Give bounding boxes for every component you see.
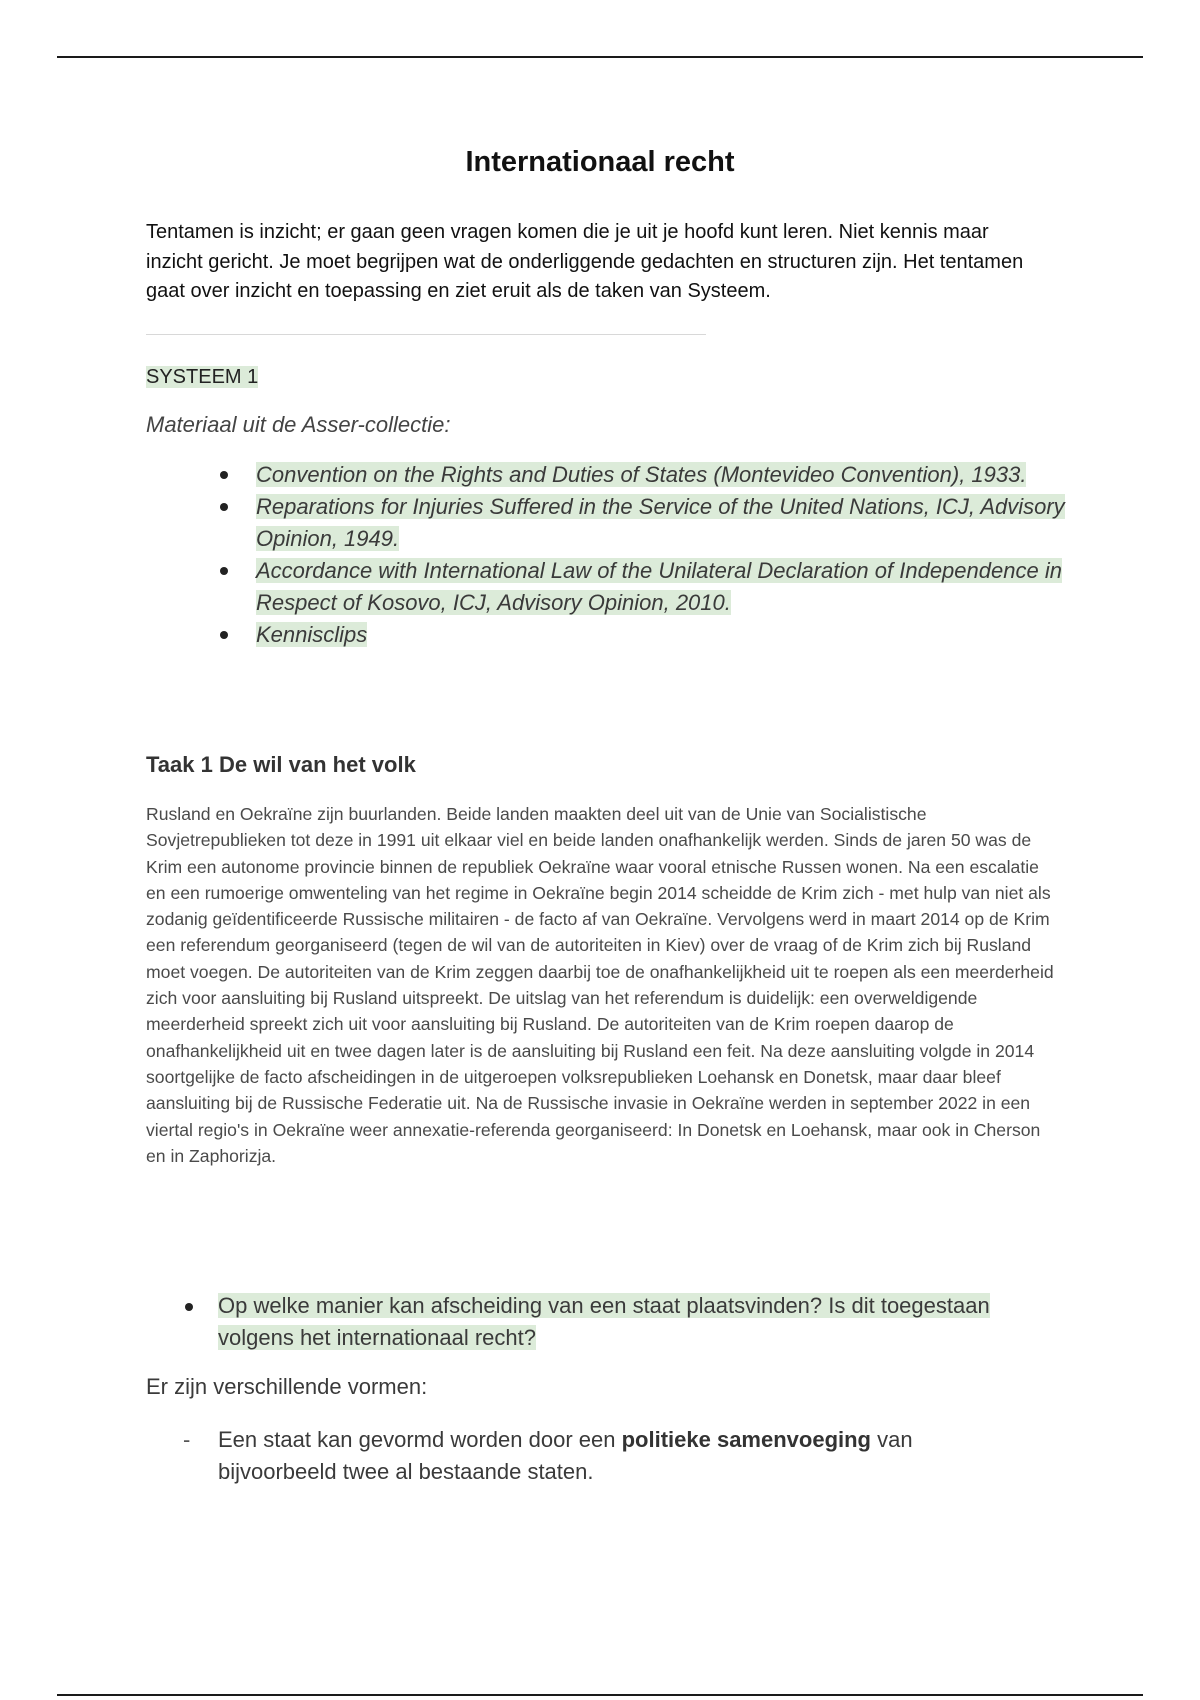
material-item: [220, 459, 1080, 491]
question-list: [183, 1290, 1003, 1354]
material-item-text: Reparations for Injuries Suffered in the Service of the United Nations, ICJ, Advisory Opinion, 1949.: [256, 494, 1065, 551]
material-item-text: Accordance with International Law of the Unilateral Declaration of Independence in Respect of Kosovo, ICJ, Advisory Opinion, 2010.: [256, 558, 1062, 615]
form-item: [183, 1424, 1003, 1488]
form-item-text-after: van bijvoorbeeld twee al bestaande staten.: [218, 1427, 913, 1484]
material-list: [220, 459, 1080, 651]
form-item-text-before: Een staat kan gevormd worden door een: [218, 1427, 622, 1452]
form-item-bold: politieke samenvoeging: [621, 1427, 871, 1452]
bullet-icon: [220, 631, 228, 639]
task-heading: Taak 1 De wil van het volk: [146, 752, 416, 777]
intro-paragraph: Tentamen is inzicht; er gaan geen vragen komen die je uit je hoofd kunt leren. Niet kennis maar inzicht gericht. Je moet begrijpen wat de onderliggende gedachten en structuren zijn. Het tentamen gaat over inzicht en toepassing en ziet eruit als de taken van Systeem.: [146, 221, 1024, 302]
bullet-icon: [220, 471, 228, 479]
forms-intro: Er zijn verschillende vormen:: [146, 1374, 428, 1399]
bullet-icon: [220, 503, 228, 511]
material-item: [220, 619, 1080, 651]
material-item: [220, 491, 1080, 555]
question-item: [183, 1290, 1003, 1354]
material-item: [220, 555, 1080, 619]
forms-list: [183, 1424, 1003, 1488]
material-item-text: Kennisclips: [256, 622, 368, 647]
dash-marker: -: [183, 1427, 191, 1452]
top-rule: [57, 56, 1143, 58]
section-divider: [146, 334, 706, 335]
case-paragraph: Rusland en Oekraïne zijn buurlanden. Beide landen maakten deel uit van de Unie van Socialistische Sovjetrepublieken tot deze in 1991 uit elkaar viel en beide landen onafhankelijk werden. Sinds de jaren 50 was de Krim een autonome provincie binnen de republiek Oekraïne waar vooral etnische Russen wonen. Na een escalatie en een rumoerige omwenteling van het regime in Oekraïne begin 2014 scheidde de Krim zich - met hulp van niet als zodanig geïdentificeerde Russische militairen - de facto af van Oekraïne. Vervolgens werd in maart 2014 op de Krim een referendum georganiseerd (tegen de wil van de autoriteiten in Kiev) over de vraag of de Krim zich bij Rusland moet voegen. De autoriteiten van de Krim zeggen daarbij toe de onafhankelijkheid uit te roepen als een meerderheid zich voor aansluiting bij Rusland uitspreekt. De uitslag van het referendum is duidelijk: een overweldigende meerderheid spreekt zich uit voor aansluiting bij Rusland. De autoriteiten van de Krim roepen daarop de onafhankelijkheid uit en twee dagen later is de aansluiting bij Rusland een feit. Na deze aansluiting volgde in 2014 soortgelijke de facto afscheidingen in de uitgeroepen volksrepublieken Loehansk en Donetsk, maar daar bleef aansluiting bij de Russische Federatie uit. Na de Russische invasie in Oekraïne werden in september 2022 in een viertal regio's in Oekraïne weer annexatie-referenda georganiseerd: In Donetsk en Loehansk, maar ook in Cherson en in Zaphorizja.: [146, 804, 1054, 1166]
material-heading: Materiaal uit de Asser-collectie:: [146, 412, 451, 437]
bottom-rule: [57, 1694, 1143, 1696]
section-label: [146, 364, 258, 390]
document-title: Internationaal recht: [465, 146, 735, 178]
section-label-text: SYSTEEM 1: [146, 366, 259, 388]
bullet-icon: [220, 567, 228, 575]
material-item-text: Convention on the Rights and Duties of States (Montevideo Convention), 1933.: [256, 462, 1027, 487]
bullet-icon: [185, 1303, 193, 1311]
question-text: Op welke manier kan afscheiding van een staat plaatsvinden? Is dit toegestaan volgens het internationaal recht?: [218, 1293, 990, 1350]
